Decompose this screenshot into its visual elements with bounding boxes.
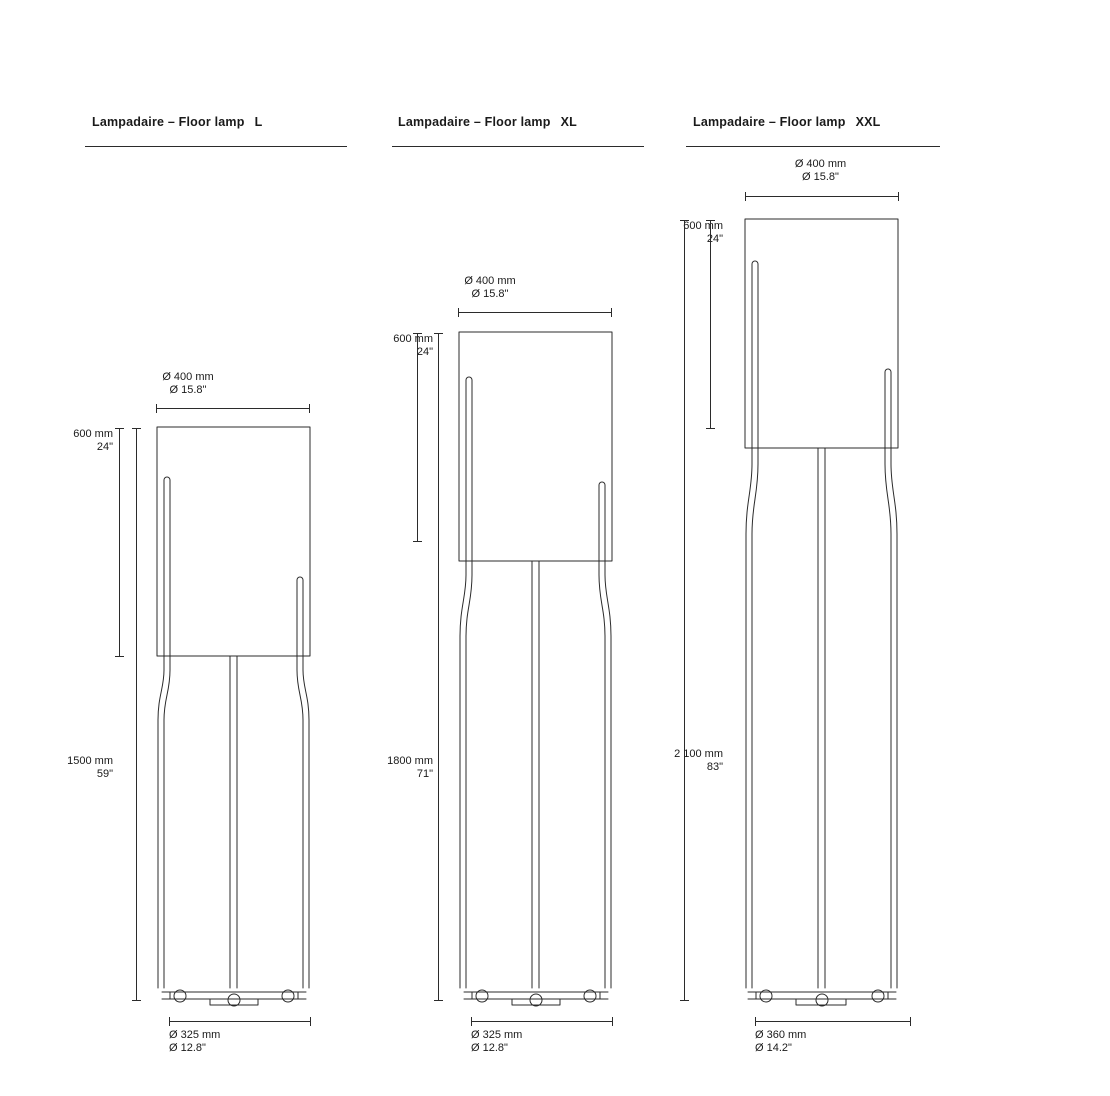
shade-diameter-tick-right-xl bbox=[611, 308, 612, 317]
lamp-drawing-xxl bbox=[738, 212, 908, 1010]
base-diameter-dimline-xxl bbox=[755, 1021, 910, 1022]
shade-height-label-l bbox=[35, 428, 113, 454]
total-height-mm: 1500 mm bbox=[67, 755, 113, 767]
lamp-column-xl bbox=[370, 0, 670, 1096]
shade-diameter-mm: Ø 400 mm bbox=[162, 371, 214, 383]
shade-height-inch: 24" bbox=[706, 233, 723, 245]
total-height-mm: 2 100 mm bbox=[674, 748, 723, 760]
shade-height-mm: 600 mm bbox=[393, 333, 433, 345]
base-diameter-label-xl bbox=[471, 1029, 611, 1055]
shade-diameter-label-xxl bbox=[693, 158, 948, 184]
column-size-label: XXL bbox=[855, 115, 881, 129]
lamp-column-l bbox=[0, 0, 370, 1096]
shade-height-mm: 600 mm bbox=[683, 220, 723, 232]
base-diameter-inch: Ø 14.2" bbox=[755, 1042, 792, 1054]
title-underline-xxl bbox=[686, 146, 940, 147]
shade-diameter-dimline-xl bbox=[458, 312, 611, 313]
total-height-label-l bbox=[30, 755, 113, 781]
shade-diameter-tick-right-xxl bbox=[898, 192, 899, 201]
total-height-tick-top-xxl bbox=[680, 220, 689, 221]
shade-diameter-tick-left-xxl bbox=[745, 192, 746, 201]
total-height-dimline-xxl bbox=[684, 220, 685, 1000]
shade-height-dimline-l bbox=[119, 428, 120, 656]
base-diameter-dimline-l bbox=[169, 1021, 310, 1022]
shade-height-mm: 600 mm bbox=[73, 428, 113, 440]
lamp-drawing-l bbox=[150, 420, 320, 1010]
total-height-mm: 1800 mm bbox=[387, 755, 433, 767]
total-height-tick-top-l bbox=[132, 428, 141, 429]
total-height-tick-bottom-xxl bbox=[680, 1000, 689, 1001]
shade-diameter-inch: Ø 15.8" bbox=[169, 384, 207, 396]
base-diameter-tick-left-xxl bbox=[755, 1017, 756, 1026]
column-title-xxl bbox=[693, 115, 880, 129]
column-size-label: L bbox=[254, 115, 263, 129]
base-diameter-label-xxl bbox=[755, 1029, 905, 1055]
shade-height-inch: 24" bbox=[96, 441, 113, 453]
column-title-text: Lampadaire – Floor lamp bbox=[92, 115, 245, 129]
base-diameter-inch: Ø 12.8" bbox=[169, 1042, 206, 1054]
shade-height-tick-bottom-xxl bbox=[706, 428, 715, 429]
shade-diameter-mm: Ø 400 mm bbox=[464, 275, 516, 287]
column-title-text: Lampadaire – Floor lamp bbox=[398, 115, 551, 129]
total-height-label-xl bbox=[350, 755, 433, 781]
base-diameter-mm: Ø 325 mm bbox=[471, 1029, 523, 1041]
total-height-dimline-xl bbox=[438, 333, 439, 1000]
base-diameter-mm: Ø 360 mm bbox=[755, 1029, 807, 1041]
title-underline-xl bbox=[392, 146, 644, 147]
lamp-column-xxl bbox=[670, 0, 1110, 1096]
column-title-l bbox=[92, 115, 262, 129]
total-height-tick-bottom-xl bbox=[434, 1000, 443, 1001]
lamp-drawing-xl bbox=[452, 325, 622, 1010]
total-height-inch: 71" bbox=[416, 768, 433, 780]
shade-height-dimline-xxl bbox=[710, 220, 711, 428]
shade-height-tick-top-l bbox=[115, 428, 124, 429]
shade-diameter-tick-right-l bbox=[309, 404, 310, 413]
base-diameter-mm: Ø 325 mm bbox=[169, 1029, 221, 1041]
shade-height-tick-top-xl bbox=[413, 333, 422, 334]
shade-height-tick-bottom-l bbox=[115, 656, 124, 657]
shade-diameter-label-xl bbox=[430, 275, 550, 301]
base-diameter-tick-right-xxl bbox=[910, 1017, 911, 1026]
shade-diameter-dimline-l bbox=[156, 408, 309, 409]
shade-diameter-inch: Ø 15.8" bbox=[471, 288, 509, 300]
base-diameter-tick-left-l bbox=[169, 1017, 170, 1026]
total-height-tick-bottom-l bbox=[132, 1000, 141, 1001]
shade-height-tick-top-xxl bbox=[706, 220, 715, 221]
total-height-tick-top-xl bbox=[434, 333, 443, 334]
base-diameter-inch: Ø 12.8" bbox=[471, 1042, 508, 1054]
base-diameter-tick-right-xl bbox=[612, 1017, 613, 1026]
shade-diameter-inch: Ø 15.8" bbox=[802, 171, 839, 183]
shade-height-inch: 24" bbox=[416, 346, 433, 358]
shade-diameter-mm: Ø 400 mm bbox=[794, 158, 847, 170]
shade-height-tick-bottom-xl bbox=[413, 541, 422, 542]
base-diameter-tick-right-l bbox=[310, 1017, 311, 1026]
column-size-label: XL bbox=[560, 115, 577, 129]
total-height-inch: 59" bbox=[96, 768, 113, 780]
title-underline-l bbox=[85, 146, 347, 147]
total-height-inch: 83" bbox=[706, 761, 723, 773]
shade-height-label-xl bbox=[355, 333, 433, 359]
column-title-xl bbox=[398, 115, 577, 129]
shade-height-dimline-xl bbox=[417, 333, 418, 541]
shade-diameter-tick-left-l bbox=[156, 404, 157, 413]
shade-diameter-label-l bbox=[128, 371, 248, 397]
shade-diameter-tick-left-xl bbox=[458, 308, 459, 317]
total-height-label-xxl bbox=[640, 748, 723, 774]
base-diameter-label-l bbox=[169, 1029, 309, 1055]
column-title-text: Lampadaire – Floor lamp bbox=[693, 115, 846, 129]
shade-diameter-dimline-xxl bbox=[745, 196, 898, 197]
base-diameter-dimline-xl bbox=[471, 1021, 612, 1022]
base-diameter-tick-left-xl bbox=[471, 1017, 472, 1026]
total-height-dimline-l bbox=[136, 428, 137, 1000]
